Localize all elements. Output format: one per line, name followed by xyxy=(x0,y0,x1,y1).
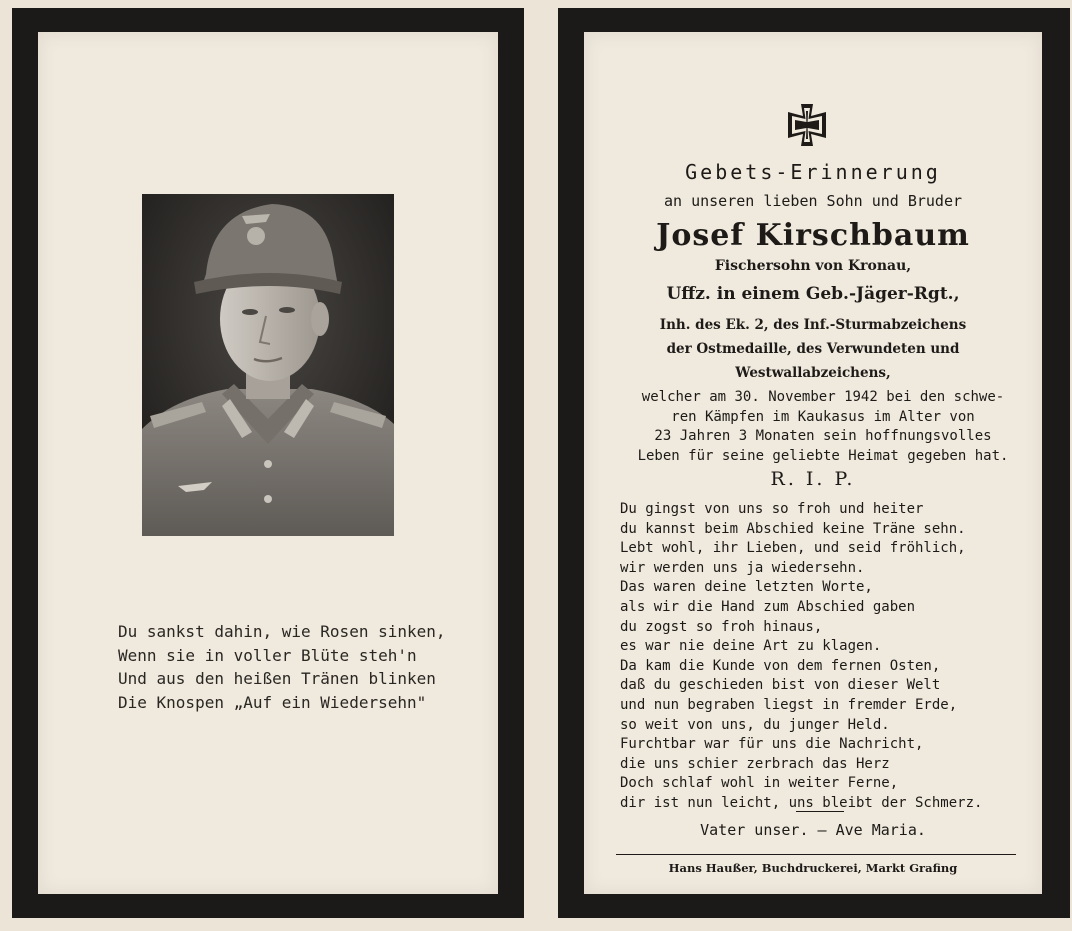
right-poem-line: Furchtbar war für uns die Nachricht, xyxy=(620,736,924,753)
death-description xyxy=(618,388,1028,466)
left-poem-line: Wenn sie in voller Blüte steh'n xyxy=(118,645,417,665)
soldier-portrait-photo xyxy=(142,194,394,536)
right-card-paper xyxy=(584,32,1042,894)
honors-line-2: der Ostmedaille, des Verwundeten und xyxy=(666,341,960,357)
right-poem-line: so weit von uns, du junger Held. xyxy=(620,716,890,733)
right-poem-line: es war nie deine Art zu klagen. xyxy=(620,638,882,655)
rank-line: Uffz. in einem Geb.-Jäger-Rgt., xyxy=(666,284,960,304)
right-poem xyxy=(620,500,1000,814)
right-poem-line: Lebt wohl, ihr Lieben, und seid fröhlich, xyxy=(620,540,966,557)
description-line: Leben für seine geliebte Heimat gegeben hat. xyxy=(637,447,1009,464)
right-poem-line: dir ist nun leicht, uns bleibt der Schmerz. xyxy=(620,794,983,811)
description-line: welcher am 30. November 1942 bei den schwe- xyxy=(641,389,1005,405)
short-divider xyxy=(796,811,844,812)
deceased-name: Josef Kirschbaum xyxy=(656,218,970,253)
description-line: ren Kämpfen im Kaukasus im Alter von xyxy=(671,408,975,425)
honors-line-3: Westwallabzeichens, xyxy=(735,365,891,381)
left-poem-line: Du sankst dahin, wie Rosen sinken, xyxy=(118,622,446,641)
right-poem-line: Doch schlaf wohl in weiter Ferne, xyxy=(620,775,899,792)
right-poem-line: und nun begraben liegst in fremder Erde, xyxy=(620,696,958,713)
left-poem xyxy=(118,620,478,714)
prayer-line: Vater unser. — Ave Maria. xyxy=(700,821,926,839)
right-poem-line: wir werden uns ja wiedersehn. xyxy=(620,559,865,576)
right-poem-line: die uns schier zerbrach das Herz xyxy=(620,755,890,772)
printer-credit: Hans Haußer, Buchdruckerei, Markt Grafing xyxy=(668,861,958,875)
description-line: 23 Jahren 3 Monaten sein hoffnungsvolles xyxy=(654,428,992,444)
right-poem-line: daß du geschieden bist von dieser Welt xyxy=(620,677,941,694)
card-title: Gebets-Erinnerung xyxy=(685,160,941,184)
right-poem-line: als wir die Hand zum Abschied gaben xyxy=(620,598,916,615)
long-divider xyxy=(616,854,1016,855)
honors-line-1: Inh. des Ek. 2, des Inf.-Sturmabzeichens xyxy=(659,317,967,333)
dedication-line: an unseren lieben Sohn und Bruder xyxy=(663,192,962,210)
right-card xyxy=(558,8,1070,918)
left-poem-line: Die Knospen „Auf ein Wiedersehn" xyxy=(118,692,427,712)
rip-text: R. I. P. xyxy=(770,468,856,490)
right-poem-line: du kannst beim Abschied keine Träne sehn. xyxy=(620,520,966,537)
iron-cross-icon xyxy=(786,102,828,148)
left-poem-line: Und aus den heißen Tränen blinken xyxy=(118,669,436,688)
right-poem-line: du zogst so froh hinaus, xyxy=(620,618,823,635)
right-poem-line: Das waren deine letzten Worte, xyxy=(620,579,873,596)
portrait-image xyxy=(142,194,394,536)
left-card-paper xyxy=(38,32,498,894)
right-poem-line: Du gingst von uns so froh und heiter xyxy=(620,501,924,517)
right-poem-line: Da kam die Kunde von dem fernen Osten, xyxy=(620,657,941,674)
left-card xyxy=(12,8,524,918)
origin-line: Fischersohn von Kronau, xyxy=(714,258,912,274)
